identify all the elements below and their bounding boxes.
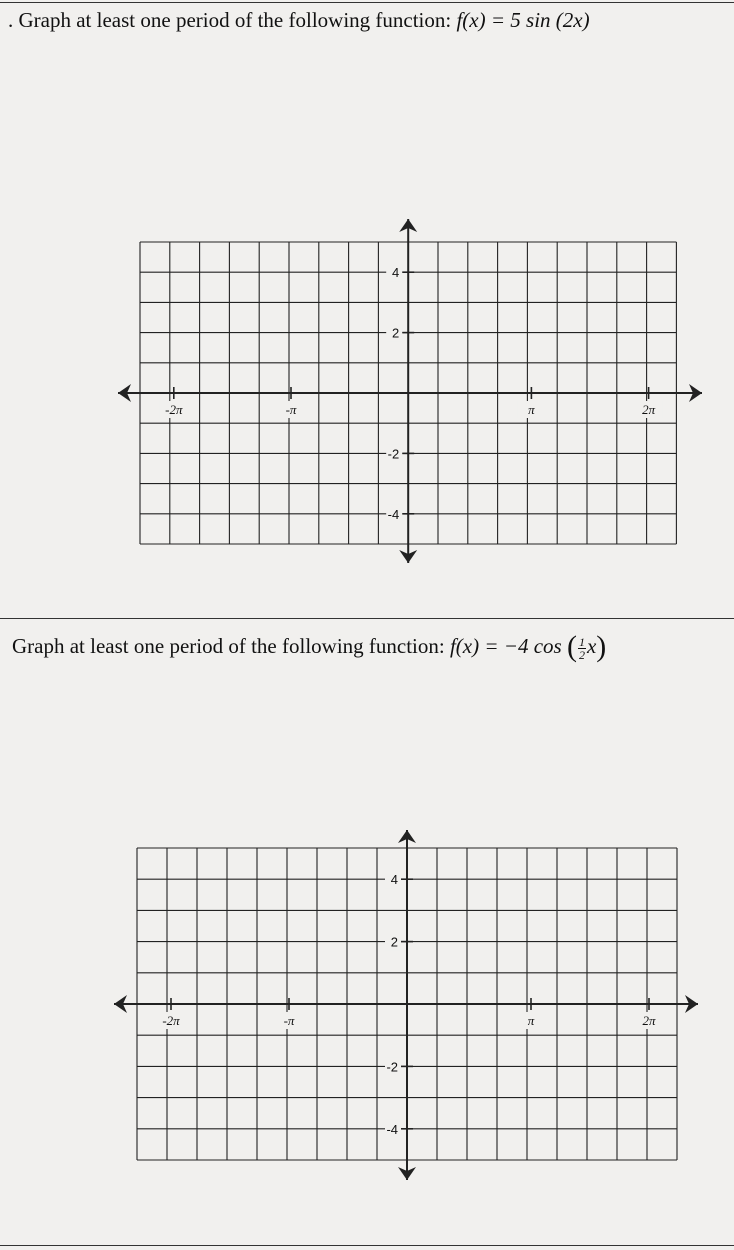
x-tick-label: 2π	[642, 1013, 656, 1028]
y-tick-label: 2	[391, 325, 400, 341]
y-tick-label: -2	[386, 1059, 398, 1075]
y-tick-label: 4	[391, 265, 400, 281]
problem-2-prompt	[12, 630, 606, 664]
problem-2-function-prefix: f(x) = −4 cos	[449, 634, 562, 658]
y-tick-label: 2	[390, 934, 398, 950]
x-tick-label: -2π	[165, 402, 183, 417]
fraction-numerator: 1	[578, 634, 585, 649]
x-tick-label: π	[527, 1013, 535, 1028]
problem-2-fraction	[578, 636, 586, 661]
problem-2-function	[449, 630, 607, 663]
problem-2-instruction: Graph at least one period of the following function:	[12, 634, 445, 658]
y-tick-label: -4	[386, 1121, 398, 1137]
bottom-rule	[0, 1245, 734, 1246]
problem-1-function: f(x) = 5 sin (2x)	[456, 8, 590, 32]
y-tick-label: -2	[387, 446, 400, 462]
x-tick-label: 2π	[642, 402, 656, 417]
fraction-denominator: 2	[578, 647, 585, 662]
x-tick-label: -π	[285, 402, 297, 417]
open-paren: (	[566, 630, 577, 663]
x-tick-label: -π	[283, 1013, 295, 1028]
problem-2-function-var: x	[586, 634, 597, 658]
y-tick-label: -4	[387, 506, 400, 522]
y-tick-label: 4	[390, 872, 398, 888]
problem-1-prompt	[8, 8, 590, 33]
x-tick-label: -2π	[162, 1013, 180, 1028]
x-tick-label: π	[528, 402, 535, 417]
problem-1-instruction: Graph at least one period of the following function:	[18, 8, 452, 32]
top-rule	[0, 2, 734, 3]
problem-1-number: .	[8, 8, 14, 32]
mid-rule	[0, 618, 734, 619]
problem-1-graph	[112, 215, 702, 565]
close-paren: )	[596, 630, 607, 663]
problem-2-graph	[112, 828, 702, 1183]
